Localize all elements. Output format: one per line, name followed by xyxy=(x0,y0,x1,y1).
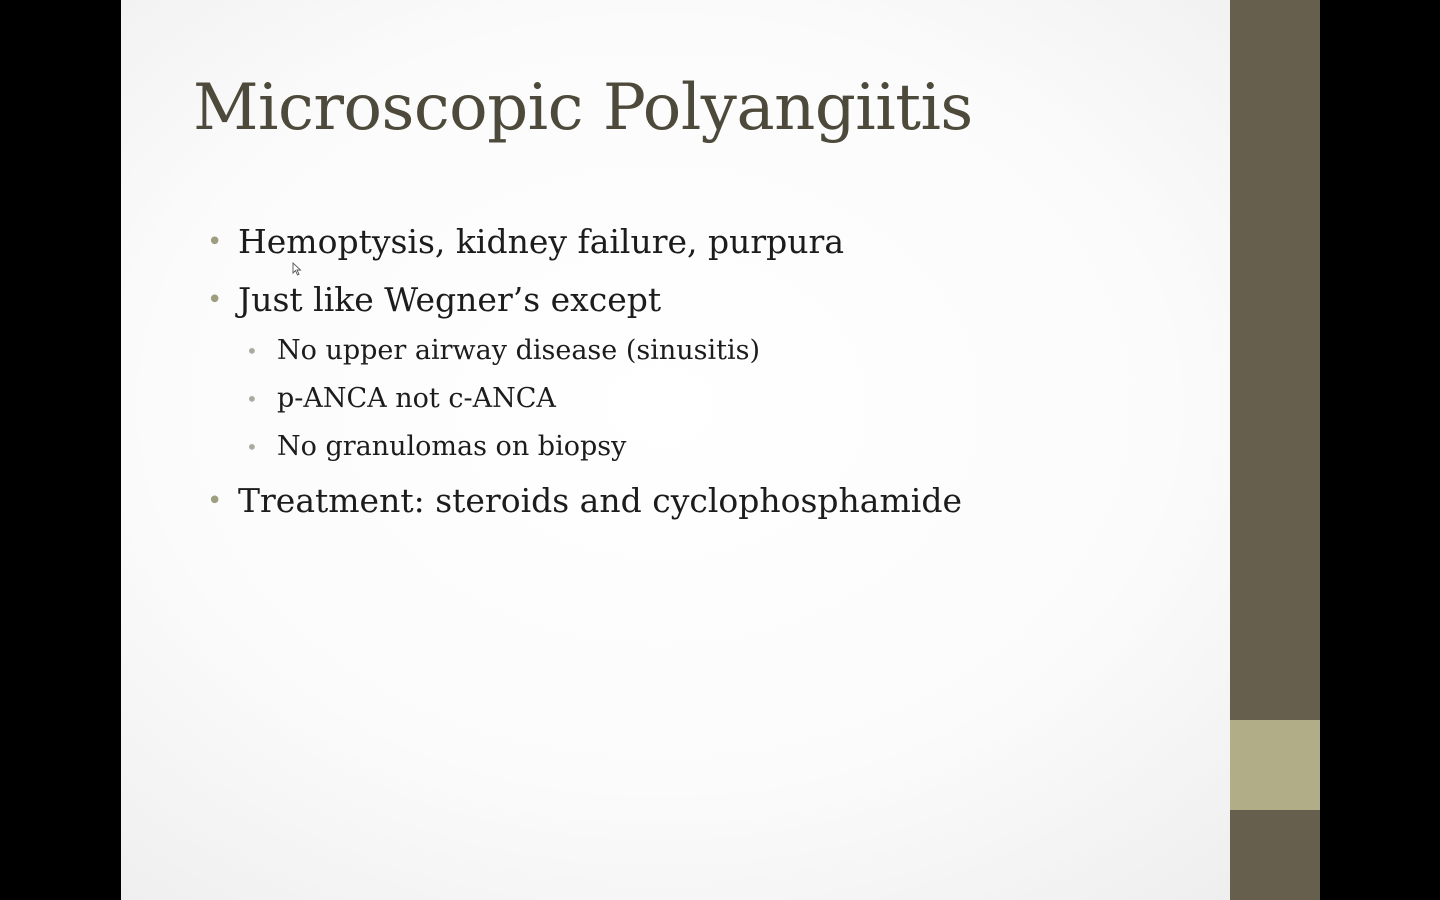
bullet-text: Hemoptysis, kidney failure, purpura xyxy=(238,222,845,261)
bullet-marker: • xyxy=(207,486,223,516)
bullet-marker: • xyxy=(246,435,258,459)
bullet-item xyxy=(121,280,661,320)
slide-title: Microscopic Polyangiitis xyxy=(193,71,973,145)
bullet-text: Treatment: steroids and cyclophosphamide xyxy=(238,481,962,520)
presentation-slide xyxy=(121,0,1320,900)
bullet-text: Just like Wegner’s except xyxy=(238,280,662,319)
bullet-marker: • xyxy=(207,227,223,257)
bullet-item xyxy=(121,481,962,521)
bullet-list xyxy=(121,0,1221,900)
decorative-sidebar-accent xyxy=(1230,720,1320,810)
sub-bullet-item xyxy=(121,334,760,368)
bullet-marker: • xyxy=(246,339,258,363)
sub-bullet-item xyxy=(121,430,626,464)
bullet-text: No upper airway disease (sinusitis) xyxy=(277,335,761,366)
mouse-pointer-icon xyxy=(292,262,302,276)
bullet-marker: • xyxy=(246,387,258,411)
bullet-text: p-ANCA not c-ANCA xyxy=(277,383,556,414)
sub-bullet-item xyxy=(121,382,556,416)
bullet-marker: • xyxy=(207,285,223,315)
bullet-item xyxy=(121,222,844,262)
bullet-text: No granulomas on biopsy xyxy=(277,431,627,462)
